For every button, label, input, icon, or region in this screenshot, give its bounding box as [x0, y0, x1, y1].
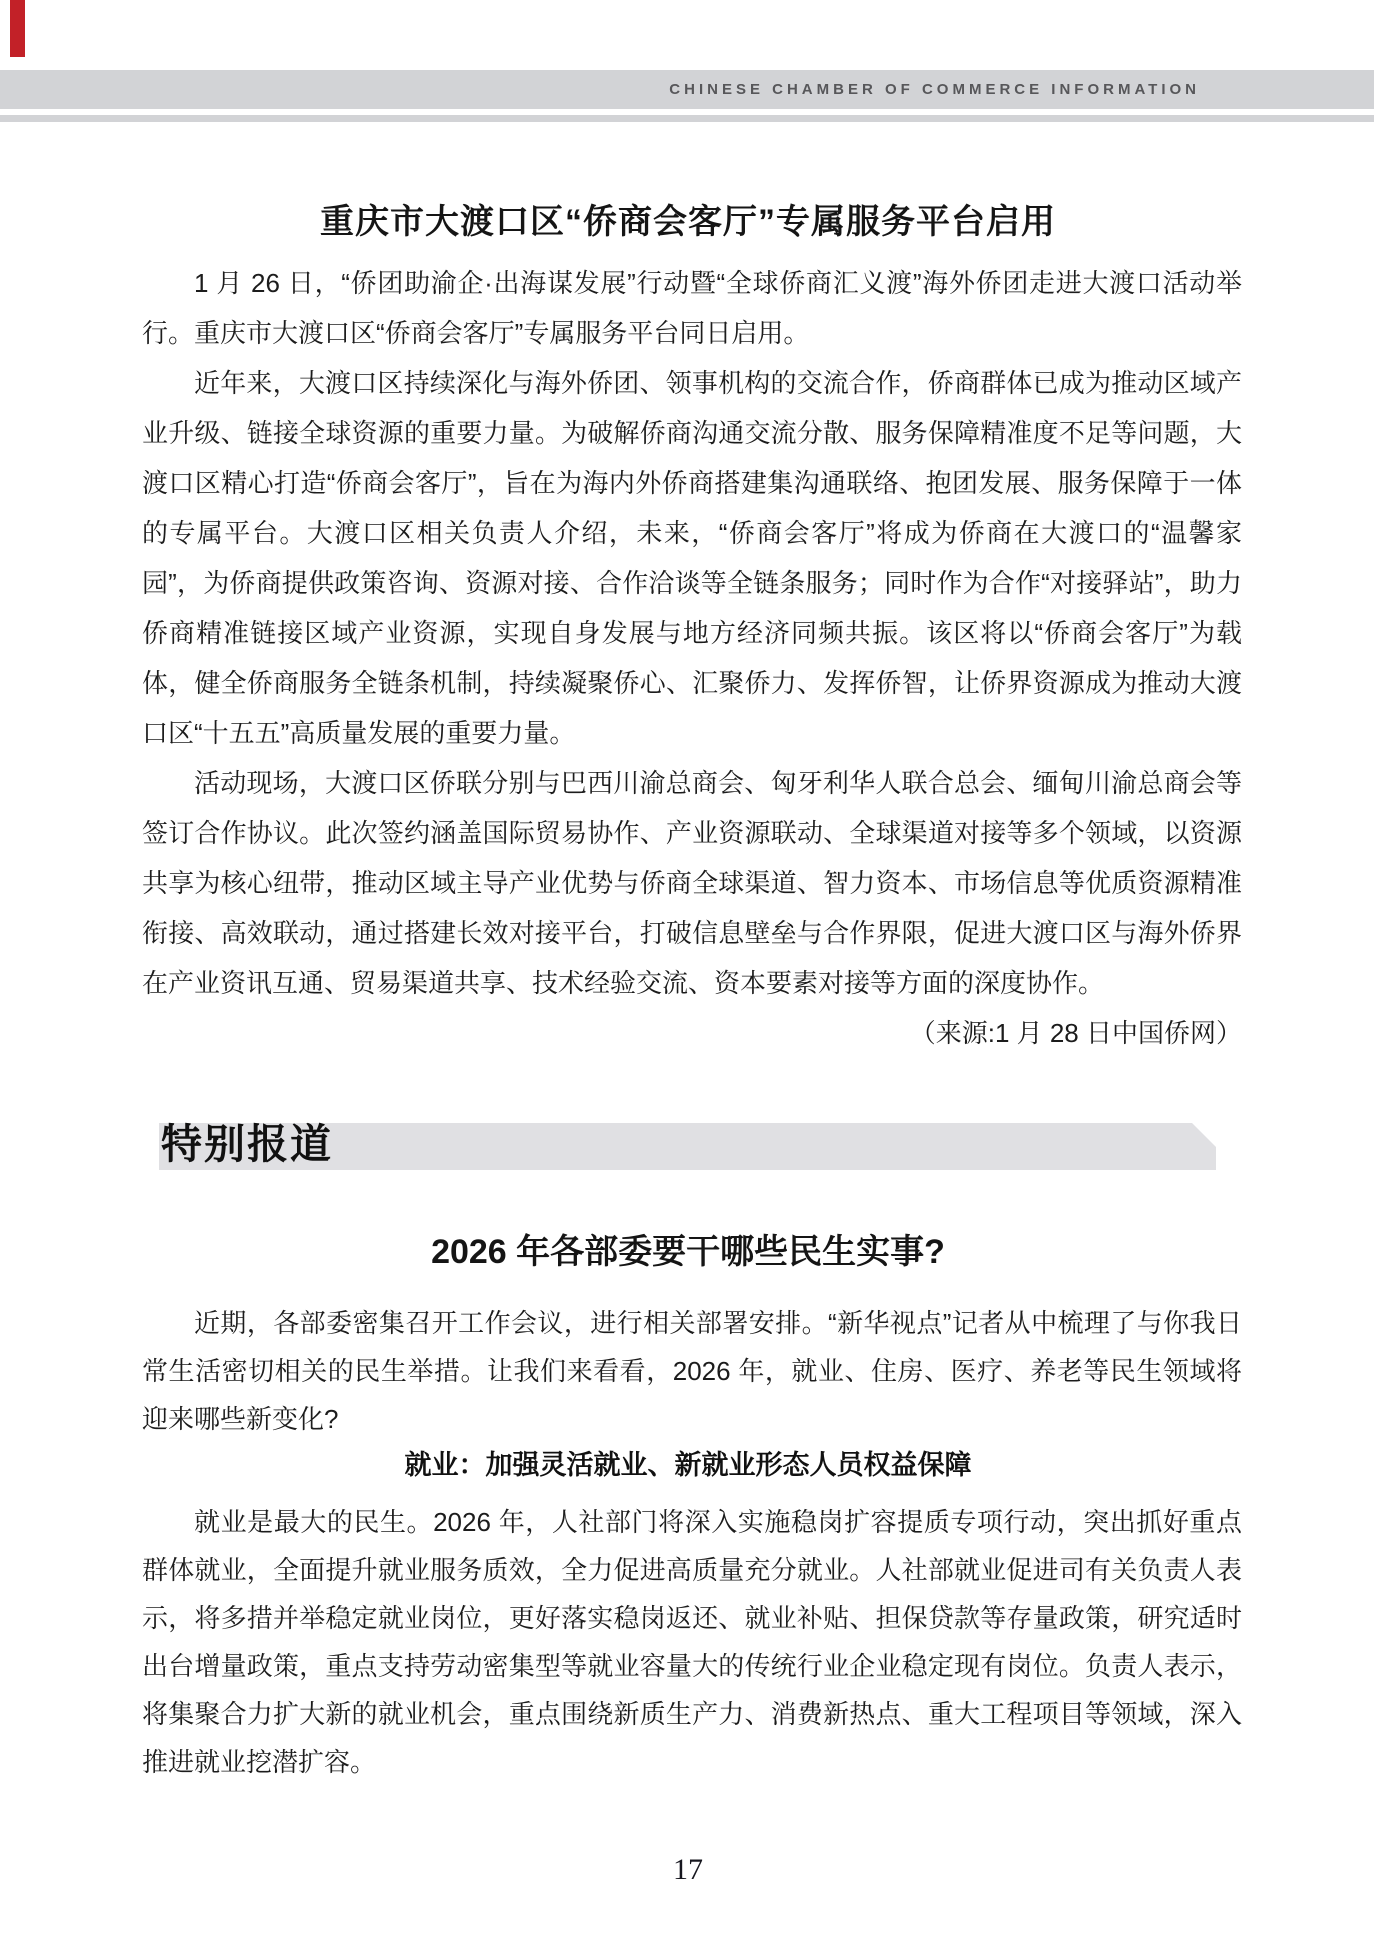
article2-intro — [142, 1299, 1242, 1443]
header-divider-bar — [0, 115, 1374, 122]
header-banner-text: CHINESE CHAMBER OF COMMERCE INFORMATION — [669, 81, 1200, 98]
article1-source-attribution: （来源:1 月 28 日中国侨网） — [909, 1018, 1242, 1048]
article1-paragraph-3 — [142, 758, 1242, 1048]
section-header-label: 特别报道 — [161, 1121, 333, 1167]
article1-paragraph-1: 1 月 26 日，“侨团助渝企·出海谋发展”行动暨“全球侨商汇义渡”海外侨团走进大渡口活动举行。重庆市大渡口区“侨商会客厅”专属服务平台同日启用。 — [142, 268, 1242, 348]
article1-body — [142, 258, 1242, 1058]
article1-paragraph-2: 近年来，大渡口区持续深化与海外侨团、领事机构的交流合作，侨商群体已成为推动区域产业升级、链接全球资源的重要力量。为破解侨商沟通交流分散、服务保障精准度不足等问题，大渡口区精心打造“侨商会客厅”，旨在为海内外侨商搭建集沟通联络、抱团发展、服务保障于一体的专属平台。大渡口区相关负责人介绍，未来，“侨商会客厅”将成为侨商在大渡口的“温馨家园”，为侨商提供政策咨询、资源对接、合作洽谈等全链条服务；同时作为合作“对接驿站”，助力侨商精准链接区域产业资源，实现自身发展与地方经济同频共振。该区将以“侨商会客厅”为载体，健全侨商服务全链条机制，持续凝聚侨心、汇聚侨力、发挥侨智，让侨界资源成为推动大渡口区“十五五”高质量发展的重要力量。 — [142, 368, 1242, 748]
article1-paragraph-3-text: 活动现场，大渡口区侨联分别与巴西川渝总商会、匈牙利华人联合总会、缅甸川渝总商会等签订合作协议。此次签约涵盖国际贸易协作、产业资源联动、全球渠道对接等多个领域，以资源共享为核心纽带，推动区域主导产业优势与侨商全球渠道、智力资本、市场信息等优质资源精准衔接、高效联动，通过搭建长效对接平台，打破信息壁垒与合作界限，促进大渡口区与海外侨界在产业资讯互通、贸易渠道共享、技术经验交流、资本要素对接等方面的深度协作。 — [142, 768, 1242, 998]
page-number: 17 — [673, 1853, 703, 1886]
article2-subheading: 就业：加强灵活就业、新就业形态人员权益保障 — [404, 1450, 972, 1480]
page-header-bar — [0, 70, 1374, 109]
article2-intro-paragraph: 近期，各部委密集召开工作会议，进行相关部署安排。“新华视点”记者从中梳理了与你我日常生活密切相关的民生举措。让我们来看看，2026 年，就业、住房、医疗、养老等民生领域将迎来哪些新变化? — [142, 1308, 1242, 1434]
article2-title: 2026 年各部委要干哪些民生实事? — [431, 1233, 945, 1271]
article2-body — [142, 1498, 1242, 1786]
article2-body-paragraph: 就业是最大的民生。2026 年，人社部门将深入实施稳岗扩容提质专项行动，突出抓好重点群体就业，全面提升就业服务质效，全力促进高质量充分就业。人社部就业促进司有关负责人表示，将多措并举稳定就业岗位，更好落实稳岗返还、就业补贴、担保贷款等存量政策，研究适时出台增量政策，重点支持劳动密集型等就业容量大的传统行业企业稳定现有岗位。负责人表示，将集聚合力扩大新的就业机会，重点围绕新质生产力、消费新热点、重大工程项目等领域，深入推进就业挖潜扩容。 — [142, 1507, 1242, 1777]
article1-title: 重庆市大渡口区“侨商会客厅”专属服务平台启用 — [320, 203, 1056, 241]
red-edge-mark — [10, 0, 25, 57]
